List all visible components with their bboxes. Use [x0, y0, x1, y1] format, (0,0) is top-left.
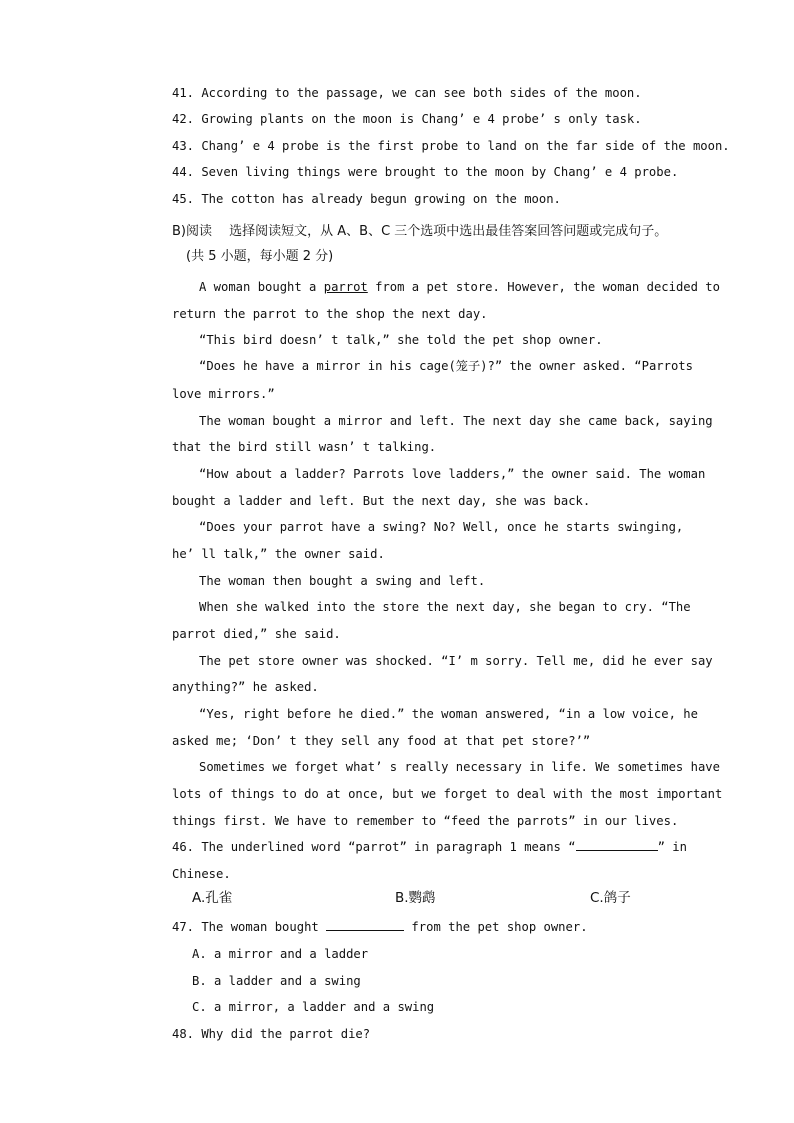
passage-line: things first. We have to remember to “feed the parrots” in our lives.	[172, 814, 679, 828]
statement-45: 45. The cotton has already begun growing on the moon.	[172, 192, 561, 206]
question-47: 47. The woman bought from the pet shop owner.	[172, 920, 588, 934]
passage-line: “How about a ladder? Parrots love ladders,” the owner said. The woman	[199, 467, 706, 481]
question-46-cont: Chinese.	[172, 867, 231, 881]
passage-line: “Does your parrot have a swing? No? Well, once he starts swinging,	[199, 520, 684, 534]
passage-line: “This bird doesn’ t talk,” she told the pet shop owner.	[199, 333, 603, 347]
section-b-subheading: (共 5 小题，每小题 2 分)	[186, 249, 334, 264]
passage-line: A woman bought a parrot from a pet store. However, the woman decided to	[199, 280, 720, 294]
option-b[interactable]: B.鹦鹉	[395, 890, 436, 906]
option-c[interactable]: C.鸽子	[590, 890, 631, 906]
passage-line: The woman bought a mirror and left. The next day she came back, saying	[199, 414, 713, 428]
passage-line: Sometimes we forget what’ s really necessary in life. We sometimes have	[199, 760, 720, 774]
passage-line: “Yes, right before he died.” the woman answered, “in a low voice, he	[199, 707, 698, 721]
statement-41: 41. According to the passage, we can see both sides of the moon.	[172, 86, 642, 100]
passage-line: anything?” he asked.	[172, 680, 319, 694]
passage-line: lots of things to do at once, but we forget to deal with the most important	[172, 787, 723, 801]
passage-line: return the parrot to the shop the next day.	[172, 307, 488, 321]
question-46: 46. The underlined word “parrot” in paragraph 1 means “ ” in	[172, 840, 687, 854]
passage-line: bought a ladder and left. But the next day, she was back.	[172, 494, 591, 508]
section-b-heading: B)阅读 选择阅读短文，从 A、B、C 三个选项中选出最佳答案回答问题或完成句子。	[172, 224, 668, 239]
passage-line: The woman then bought a swing and left.	[199, 574, 486, 588]
answer-blank[interactable]	[576, 839, 658, 851]
passage-line: love mirrors.”	[172, 387, 275, 401]
passage-line: that the bird still wasn’ t talking.	[172, 440, 437, 454]
passage-line: When she walked into the store the next day, she began to cry. “The	[199, 600, 691, 614]
passage-line: he’ ll talk,” the owner said.	[172, 547, 385, 561]
statement-43: 43. Chang’ e 4 probe is the first probe to land on the far side of the moon.	[172, 139, 730, 153]
passage-line: asked me; ‘Don’ t they sell any food at that pet store?’”	[172, 734, 591, 748]
question-48: 48. Why did the parrot die?	[172, 1027, 371, 1041]
statement-42: 42. Growing plants on the moon is Chang’ e 4 probe’ s only task.	[172, 112, 642, 126]
passage-line: parrot died,” she said.	[172, 627, 341, 641]
answer-blank[interactable]	[326, 919, 404, 931]
option-a[interactable]: A.孔雀	[192, 890, 233, 906]
option-c[interactable]: C. a mirror, a ladder and a swing	[192, 1000, 435, 1014]
option-b[interactable]: B. a ladder and a swing	[192, 974, 361, 988]
statement-44: 44. Seven living things were brought to the moon by Chang’ e 4 probe.	[172, 165, 679, 179]
passage-line: “Does he have a mirror in his cage(笼子)?” the owner asked. “Parrots	[199, 359, 693, 373]
passage-line: The pet store owner was shocked. “I’ m sorry. Tell me, did he ever say	[199, 654, 713, 668]
underlined-word: parrot	[323, 280, 368, 294]
option-a[interactable]: A. a mirror and a ladder	[192, 947, 369, 961]
